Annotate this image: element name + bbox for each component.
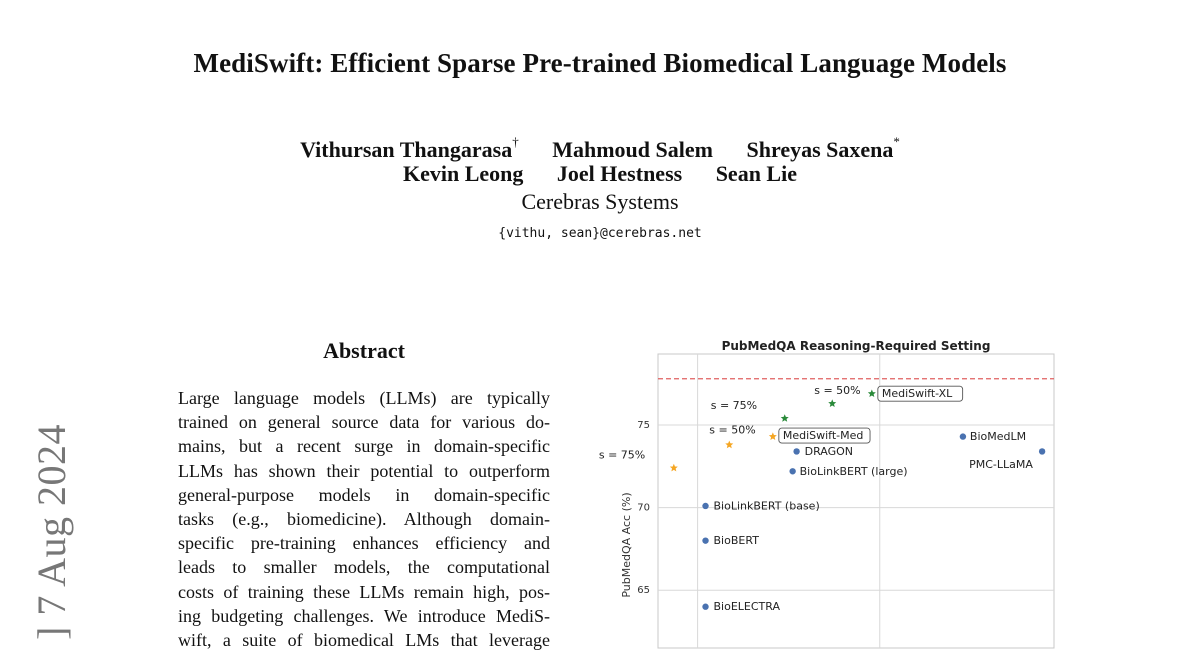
author-name: Joel Hestness [556, 161, 683, 186]
abstract-line: costs of training these LLMs remain high, pos- [178, 581, 550, 602]
abstract-line: ing budgeting challenges. We introduce MediS- [178, 605, 550, 626]
author-name: Vithursan Thangarasa† [300, 134, 519, 163]
data-label: MediSwift-XL [881, 387, 953, 401]
y-tick-label: 70 [637, 502, 650, 514]
data-point-star [828, 399, 836, 407]
data-point [789, 468, 795, 474]
y-tick-label: 65 [637, 585, 650, 597]
author-name: Mahmoud Salem [552, 137, 713, 163]
chart-title: PubMedQA Reasoning-Required Setting [721, 339, 991, 353]
abstract-line: leads to smaller models, the computational [178, 557, 550, 578]
data-point [702, 537, 708, 543]
email-address[interactable]: {vithu, sean}@cerebras.net [498, 226, 702, 241]
data-point [702, 503, 708, 509]
pubmedqa-scatter-chart [598, 332, 1072, 648]
abstract-line: trained on general source data for various do- [178, 412, 550, 433]
data-point-star [670, 464, 678, 472]
author-name: Kevin Leong [403, 161, 524, 186]
data-label: BioLinkBERT (base) [713, 499, 820, 513]
y-axis-label: PubMedQA Acc (%) [620, 492, 633, 598]
affiliation: Cerebras Systems [521, 189, 679, 214]
abstract-line: general-purpose models in domain-specific [178, 484, 550, 505]
abstract-body [178, 386, 550, 652]
data-point-star [769, 432, 777, 440]
data-point-star [781, 414, 789, 422]
author-name: Shreyas Saxena* [746, 134, 900, 163]
data-label: DRAGON [804, 444, 854, 458]
y-tick-label: 75 [637, 420, 650, 432]
data-label: BioELECTRA [713, 600, 781, 614]
abstract-line: Large language models (LLMs) are typically [178, 388, 550, 408]
abstract-line: LLMs has shown their potential to outperform [178, 460, 550, 481]
data-point [702, 604, 708, 610]
data-label: BioBERT [713, 534, 759, 548]
data-label: s = 75% [598, 448, 646, 462]
abstract-line: wift, a suite of biomedical LMs that leverage [178, 630, 550, 651]
data-point-star [725, 441, 733, 449]
abstract-line: tasks (e.g., biomedicine). Although domain- [178, 509, 550, 530]
data-label: BioMedLM [969, 430, 1027, 444]
data-point [1039, 448, 1045, 454]
abstract-line: specific pre-training enhances efficiency and [178, 533, 550, 554]
data-point [793, 448, 799, 454]
data-label: s = 50% [709, 423, 756, 437]
data-point-star [868, 389, 876, 397]
abstract-line: mains, but a recent surge in domain-specific [178, 436, 550, 457]
author-name: Sean Lie [715, 161, 797, 186]
data-label: s = 50% [814, 384, 861, 398]
arxiv-side-identifier: ] 7 Aug 2024 [29, 424, 74, 640]
data-label: BioLinkBERT (large) [799, 464, 908, 478]
abstract-heading: Abstract [323, 338, 405, 363]
data-label: PMC-LLaMA [969, 457, 1033, 471]
paper-title: MediSwift: Efficient Sparse Pre-trained Biomedical Language Models [193, 48, 1007, 78]
author-list-row2 [0, 159, 1200, 188]
data-label: MediSwift-Med [782, 429, 864, 443]
data-point [960, 433, 966, 439]
data-label: s = 75% [710, 398, 758, 412]
plot-area [599, 354, 1054, 648]
